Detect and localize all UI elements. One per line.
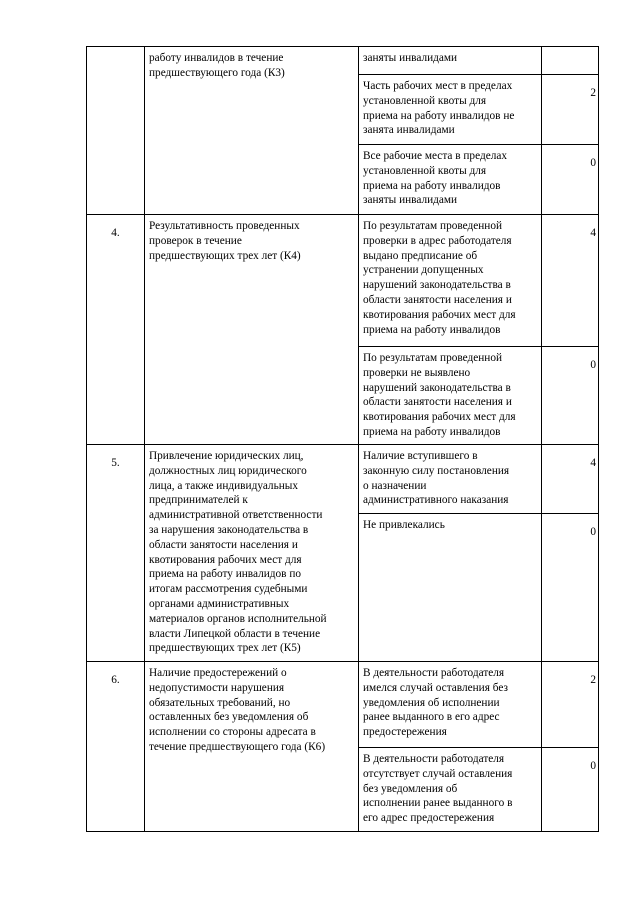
score-cell: 0 xyxy=(542,514,599,662)
row-number: 4. xyxy=(87,215,145,445)
criterion-description: работу инвалидов в течение предшествующего года (К3) xyxy=(145,47,359,215)
criterion-description: Результативность проведенных проверок в течение предшествующих трех лет (К4) xyxy=(145,215,359,445)
score-cell: 0 xyxy=(542,347,599,445)
criterion-description: Привлечение юридических лиц, должностных лиц юридического лица, а также индивидуальных предпринимателей к административной ответственности за нарушения законодательства в области занятости населения и квотирования рабочих мест для приема на работу инвалидов по итогам рассмотрения судебными органами административных материалов органов исполнительной власти Липецкой области в течение предшествующих трех лет (К5) xyxy=(145,445,359,662)
row-number xyxy=(87,47,145,215)
criterion-description: Наличие предостережений о недопустимости нарушения обязательных требований, но оставленных без уведомления об исполнении со стороны адресата в течение предшествующего года (К6) xyxy=(145,662,359,832)
criterion-option: Не привлекались xyxy=(359,514,542,662)
criterion-option: заняты инвалидами xyxy=(359,47,542,75)
criterion-option: Все рабочие места в пределах установленной квоты для приема на работу инвалидов заняты инвалидами xyxy=(359,145,542,215)
score-cell: 4 xyxy=(542,445,599,514)
score-cell: 2 xyxy=(542,75,599,145)
score-cell: 0 xyxy=(542,145,599,215)
row-number: 6. xyxy=(87,662,145,832)
criterion-option: В деятельности работодателя имелся случай оставления без уведомления об исполнении ранее выданного в его адрес предостережения xyxy=(359,662,542,748)
row-number: 5. xyxy=(87,445,145,662)
criterion-option: По результатам проведенной проверки не выявлено нарушений законодательства в области занятости населения и квотирования рабочих мест для приема на работу инвалидов xyxy=(359,347,542,445)
score-cell: 0 xyxy=(542,748,599,832)
criterion-option: В деятельности работодателя отсутствует случай оставления без уведомления об исполнении ранее выданного в его адрес предостережения xyxy=(359,748,542,832)
score-cell: 4 xyxy=(542,215,599,347)
criterion-option: По результатам проведенной проверки в адрес работодателя выдано предписание об устранении допущенных нарушений законодательства в области занятости населения и квотирования рабочих мест для приема на работу инвалидов xyxy=(359,215,542,347)
score-cell xyxy=(542,47,599,75)
criterion-option: Часть рабочих мест в пределах установленной квоты для приема на работу инвалидов не занята инвалидами xyxy=(359,75,542,145)
score-cell: 2 xyxy=(542,662,599,748)
criteria-table xyxy=(86,46,599,832)
criterion-option: Наличие вступившего в законную силу постановления о назначении административного наказания xyxy=(359,445,542,514)
